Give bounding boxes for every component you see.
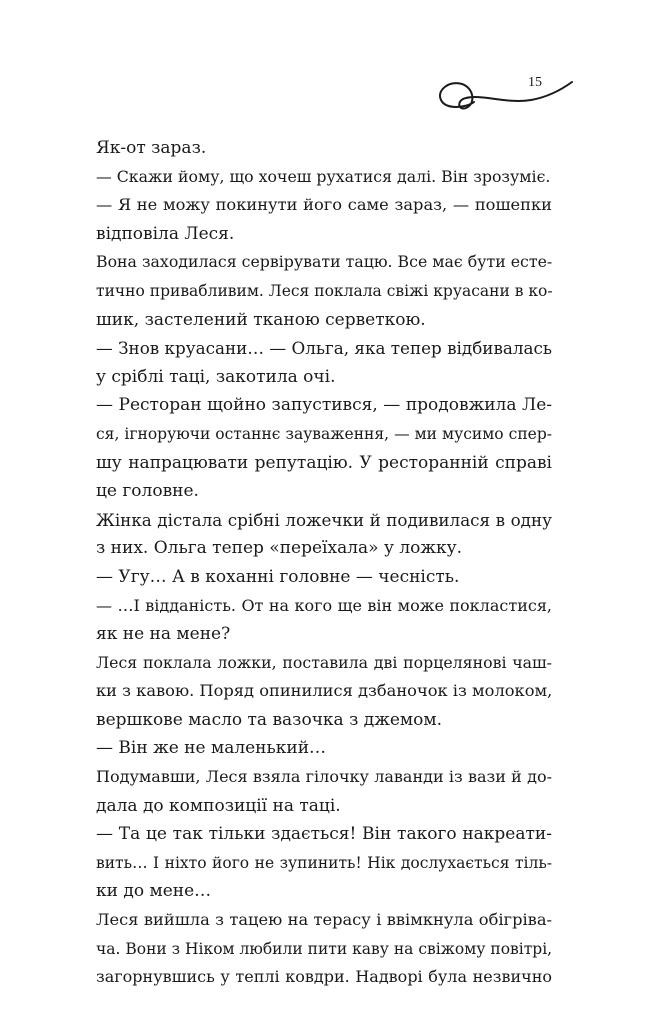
text-line: вить… І ніхто його не зупинить! Нік дослухається тіль- xyxy=(96,853,552,872)
text-line: Леся поклала ложки, поставила дві порцелянові чаш- xyxy=(96,652,552,672)
text-line: дала до композиції на таці. xyxy=(96,795,341,816)
text-line: загорнувшись у теплі ковдри. Надворі була незвично xyxy=(96,967,552,987)
text-line: — Він же не маленький… xyxy=(96,738,327,759)
text-line: Леся вийшла з тацею на терасу і ввімкнула обігріва- xyxy=(96,910,552,930)
text-line: Вона заходилася сервірувати тацю. Все має бути есте- xyxy=(96,252,553,272)
text-line: ки до мене… xyxy=(96,881,212,902)
text-line: — Та це так тільки здається! Він такого накреати- xyxy=(96,824,552,845)
text-line: у сріблі таці, закотила очі. xyxy=(96,366,336,387)
text-line: відповіла Леся. xyxy=(96,223,235,244)
text-line: вершкове масло та вазочка з джемом. xyxy=(96,709,443,730)
text-line: Жінка дістала срібні ложечки й подивилася в одну xyxy=(96,509,552,530)
text-body xyxy=(96,134,552,992)
text-line: шик, застелений тканою серветкою. xyxy=(96,309,426,330)
text-line: — Я не можу покинути його саме зараз, — пошепки xyxy=(96,195,552,215)
text-line: шу напрацювати репутацію. У ресторанній справі xyxy=(96,452,552,473)
text-line: Як-от зараз. xyxy=(96,138,207,158)
text-line: ча. Вони з Ніком любили пити каву на свіжому повітрі, xyxy=(96,939,553,958)
text-line: ки з кавою. Поряд опинилися дзбаночок із молоком, xyxy=(96,681,553,701)
text-line: — Знов круасани… — Ольга, яка тепер відбивалась xyxy=(96,338,552,359)
text-line: з них. Ольга тепер «переїхала» у ложку. xyxy=(96,538,463,559)
text-line: — Ресторан щойно запустився, — продовжила Ле- xyxy=(96,395,552,416)
text-line: ся, ігноруючи останнє зауваження, — ми мусимо спер- xyxy=(96,424,552,443)
page-number: 15 xyxy=(528,75,542,90)
text-line: — Скажи йому, що хочеш рухатися далі. Він зрозуміє. xyxy=(96,166,551,186)
text-line: тично привабливим. Леся поклала свіжі круасани в ко- xyxy=(96,281,553,300)
text-line: — …І відданість. От на кого ще він може покластися, xyxy=(96,595,552,615)
swirl-flourish-icon xyxy=(436,74,576,114)
text-line: як не на мене? xyxy=(96,624,231,645)
text-line: Подумавши, Леся взяла гілочку лаванди із вази й до- xyxy=(96,767,552,787)
text-line: це головне. xyxy=(96,481,199,502)
text-line: — Угу… А в коханні головне — чесність. xyxy=(96,566,460,587)
